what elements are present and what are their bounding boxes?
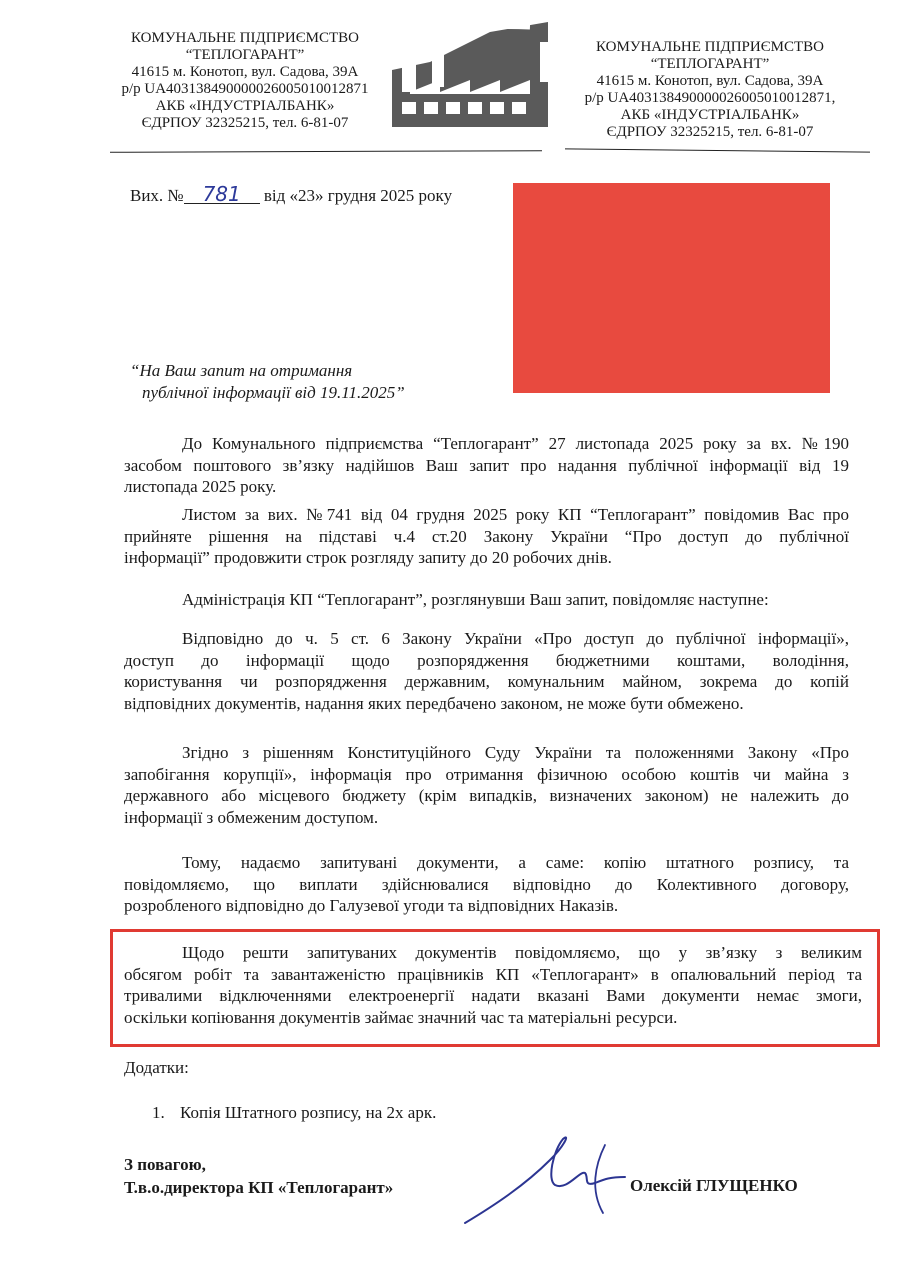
header-divider-left xyxy=(110,150,542,153)
outgoing-number-line xyxy=(130,182,453,206)
handwritten-signature xyxy=(455,1125,655,1235)
paragraph-line: запобігання корупції», інформація про отримання фізичною особою коштів чи майна з xyxy=(124,764,849,784)
letter-subject xyxy=(130,360,460,404)
letterhead-right xyxy=(565,39,855,141)
org-codes: ЄДРПОУ 32325215, тел. 6-81-07 xyxy=(606,124,814,140)
paragraph-line: інформації з обмеженим доступом. xyxy=(124,807,379,827)
annex-text: Копія Штатного розпису, на 2х арк. xyxy=(180,1103,437,1122)
paragraph-constitutional-court xyxy=(124,742,849,828)
paragraph-line: державного або місцевого бюджету (крім випадків, визначених законом) не належить до xyxy=(124,786,849,805)
paragraph-line: користування чи розпорядження державним, комунальним майном, зокрема до копій xyxy=(124,672,849,691)
paragraph-line: прийняте рішення на підставі ч.4 ст.20 Закону України “Про доступ до публічної xyxy=(124,526,849,546)
paragraph-line: Відповідно до ч. 5 ст. 6 Закону України «Про доступ до публічної інформації», xyxy=(182,629,849,648)
paragraph-remaining-documents xyxy=(124,942,862,1028)
subject-line-1: “На Ваш запит на отримання xyxy=(130,361,353,380)
paragraph-line: Щодо решти запитуваних документів повідомляємо, що у зв’язку з великим xyxy=(182,943,862,962)
org-codes: ЄДРПОУ 32325215, тел. 6-81-07 xyxy=(141,115,349,131)
paragraph-line: Адміністрація КП “Теплогарант”, розглянувши Ваш запит, повідомляє наступне: xyxy=(182,590,769,609)
annexes-title: Додатки: xyxy=(124,1058,189,1077)
paragraph-law-reference xyxy=(124,628,849,714)
paragraph-line: розробленого відповідно до Галузевої угоди та відповідних Наказів. xyxy=(124,896,619,915)
paragraph-administration xyxy=(124,589,849,611)
org-type: КОМУНАЛЬНЕ ПІДПРИЄМСТВО xyxy=(596,39,824,55)
org-type: КОМУНАЛЬНЕ ПІДПРИЄМСТВО xyxy=(131,30,359,46)
factory-logo-icon xyxy=(380,12,560,137)
org-address: 41615 м. Конотоп, вул. Садова, 39А xyxy=(596,73,824,89)
paragraph-line: інформації” продовжити строк розгляду запиту до 20 робочих днів. xyxy=(124,548,612,567)
annex-item xyxy=(152,1103,436,1123)
paragraph-line: обсягом робіт та завантаженістю працівників КП «Теплогарант» в опалювальний період та xyxy=(124,964,862,984)
paragraph-line: До Комунального підприємства “Теплогарант” 27 листопада 2025 року за вх. №190 xyxy=(182,434,849,453)
outgoing-number: 781 xyxy=(184,185,260,204)
org-bank: АКБ «ІНДУСТРІАЛБАНК» xyxy=(620,107,800,123)
org-name: “ТЕПЛОГАРАНТ” xyxy=(185,47,305,63)
annex-number: 1. xyxy=(152,1103,165,1122)
paragraph-line: листопада 2025 року. xyxy=(124,477,277,496)
paragraph-line: доступ до інформації щодо розпорядження бюджетними коштами, володіння, xyxy=(124,650,849,670)
org-account: р/р UA403138490000026005010012871 xyxy=(121,81,369,97)
paragraph-line: Згідно з рішенням Конституційного Суду України та положеннями Закону «Про xyxy=(182,743,849,762)
org-address: 41615 м. Конотоп, вул. Садова, 39А xyxy=(131,64,359,80)
signer-position: Т.в.о.директора КП «Теплогарант» xyxy=(124,1178,394,1197)
outgoing-prefix: Вих. № xyxy=(130,186,184,205)
paragraph-line: оскільки копіювання документів займає значний час та матеріальні ресурси. xyxy=(124,1007,678,1027)
header-divider-right xyxy=(565,148,870,152)
paragraph-line: Тому, надаємо запитувані документи, а саме: копію штатного розпису, та xyxy=(182,853,849,872)
letterhead-left xyxy=(100,30,390,132)
org-account: р/р UA403138490000026005010012871, xyxy=(584,90,836,106)
paragraph-line: тривалими відключеннями електроенергії надати вказані Вами документи немає змоги, xyxy=(124,986,862,1005)
paragraph-term-extension xyxy=(124,504,849,569)
paragraph-request-received xyxy=(124,433,849,498)
paragraph-line: повідомляємо, що виплати здійснювалися відповідно до Колективного договору, xyxy=(124,874,849,894)
paragraph-line: Листом за вих. №741 від 04 грудня 2025 року КП “Теплогарант” повідомив Вас про xyxy=(182,505,849,524)
outgoing-date: від «23» грудня 2025 року xyxy=(263,186,453,205)
closing-greeting: З повагою, xyxy=(124,1155,206,1174)
redacted-recipient-block xyxy=(513,183,830,393)
paragraph-line: засобом поштового зв’язку надійшов Ваш запит про надання публічної інформації від 19 xyxy=(124,455,849,475)
org-bank: АКБ «ІНДУСТРІАЛБАНК» xyxy=(155,98,335,114)
paragraph-documents-provided xyxy=(124,852,849,917)
org-name: “ТЕПЛОГАРАНТ” xyxy=(650,56,770,72)
signer-name: Олексій ГЛУЩЕНКО xyxy=(630,1176,798,1195)
paragraph-line: відповідних документів, надання яких передбачено законом, не може бути обмежено. xyxy=(124,693,744,713)
subject-line-2: публічної інформації від 19.11.2025” xyxy=(142,383,405,402)
signature-block xyxy=(124,1153,393,1199)
